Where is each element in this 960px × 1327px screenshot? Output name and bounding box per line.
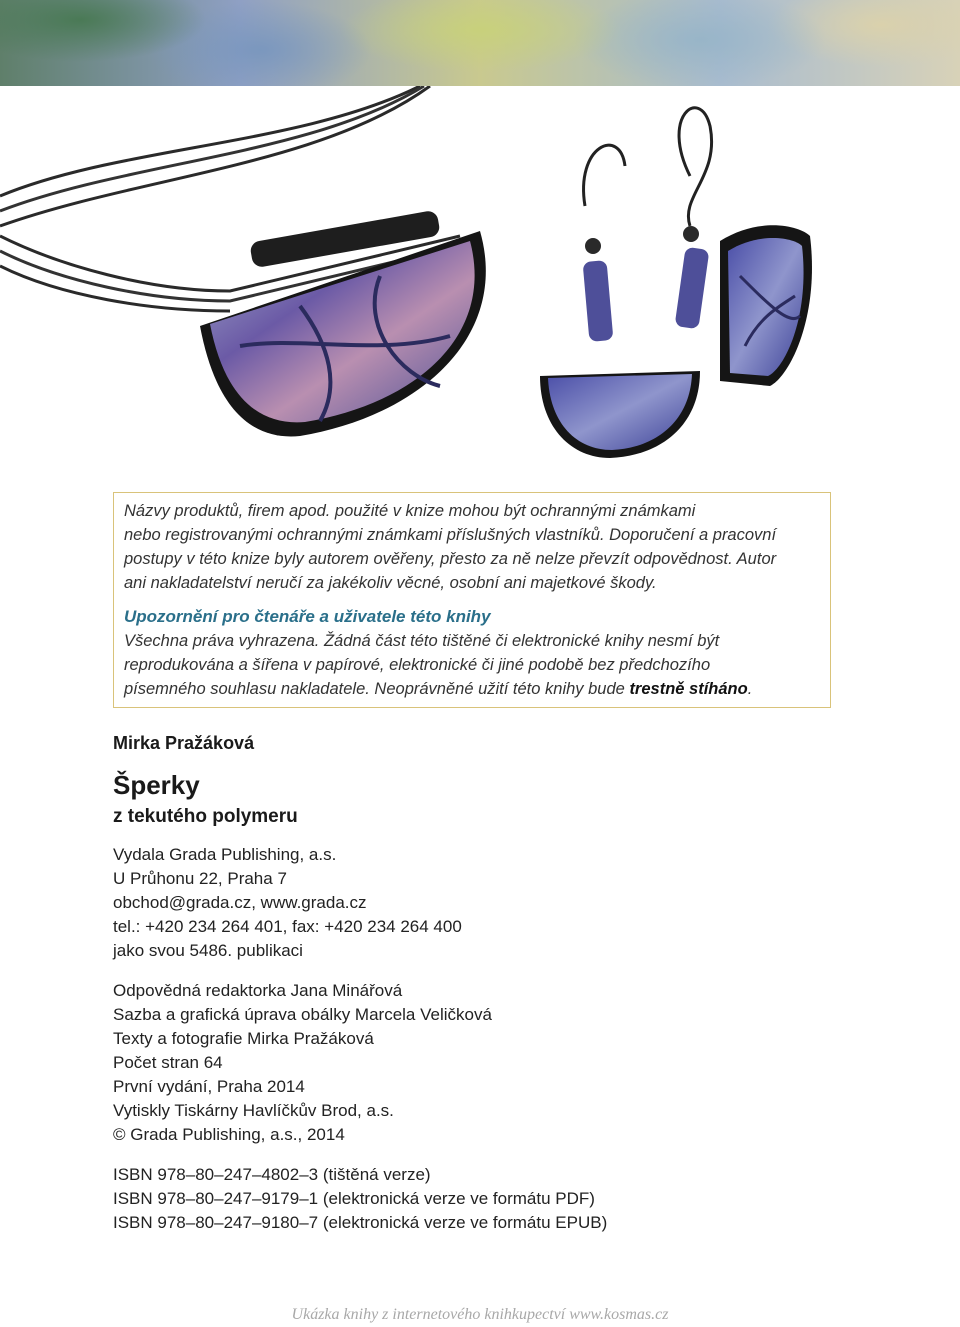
credit-line: První vydání, Praha 2014 (113, 1077, 305, 1096)
publisher-line: Vydala Grada Publishing, a.s. (113, 845, 337, 864)
book-title: Šperky (113, 770, 200, 800)
book-author: Mirka Pražáková (113, 733, 255, 753)
book-subtitle: z tekutého polymeru (113, 806, 298, 827)
publisher-phone: tel.: +420 234 264 401, fax: +420 234 264 400 (113, 917, 462, 936)
notice-line: nebo registrovanými ochrannými známkami příslušných vlastníků. Doporučení a pracovní (124, 526, 777, 544)
credit-line: Texty a fotografie Mirka Pražáková (113, 1029, 374, 1048)
rights-text: písemného souhlasu nakladatele. Neoprávněné užití této knihy bude (124, 680, 630, 698)
rights-period: . (747, 680, 753, 698)
notice-line: Názvy produktů, firem apod. použité v knize mohou být ochrannými známkami (124, 502, 696, 520)
publication-number: jako svou 5486. publikaci (113, 941, 303, 960)
notice-line: ani nakladatelství neručí za jakékoliv věcné, osobní ani majetkové škody. (124, 574, 657, 592)
isbn-line: ISBN 978–80–247–9180–7 (elektronická verze ve formátu EPUB) (113, 1213, 608, 1232)
credits-info (113, 979, 492, 1147)
rights-line: reprodukována a šířena v papírové, elektronické či jiné podobě bez předchozího (124, 656, 711, 674)
copyright-line: © Grada Publishing, a.s., 2014 (113, 1125, 345, 1144)
isbn-line: ISBN 978–80–247–4802–3 (tištěná verze) (113, 1165, 431, 1184)
isbn-line: ISBN 978–80–247–9179–1 (elektronická verze ve formátu PDF) (113, 1189, 595, 1208)
credit-line: Vytiskly Tiskárny Havlíčkův Brod, a.s. (113, 1101, 394, 1120)
rights-line-last (124, 677, 820, 701)
credit-line: Odpovědná redaktorka Jana Minářová (113, 981, 403, 1000)
publisher-contact: obchod@grada.cz, www.grada.cz (113, 893, 367, 912)
top-banner-image (0, 0, 960, 86)
isbn-info (113, 1163, 607, 1235)
publisher-info (113, 843, 462, 963)
rights-line: Všechna práva vyhrazena. Žádná část této tištěné či elektronické knihy nesmí být (124, 632, 720, 650)
credit-line: Sazba a grafická úprava obálky Marcela Veličková (113, 1005, 492, 1024)
notice-line: postupy v této knize byly autorem ověřeny, přesto za ně nelze převzít odpovědnost. Autor (124, 550, 777, 568)
warning-title: Upozornění pro čtenáře a uživatele této knihy (124, 607, 491, 626)
publisher-address: U Průhonu 22, Praha 7 (113, 869, 287, 888)
rights-emphasis: trestně stíháno (629, 680, 748, 698)
jewelry-photo (0, 86, 960, 486)
footer-watermark: Ukázka knihy z internetového knihkupectví www.kosmas.cz (291, 1306, 669, 1323)
legal-notice-box (113, 492, 831, 708)
credit-line: Počet stran 64 (113, 1053, 223, 1072)
